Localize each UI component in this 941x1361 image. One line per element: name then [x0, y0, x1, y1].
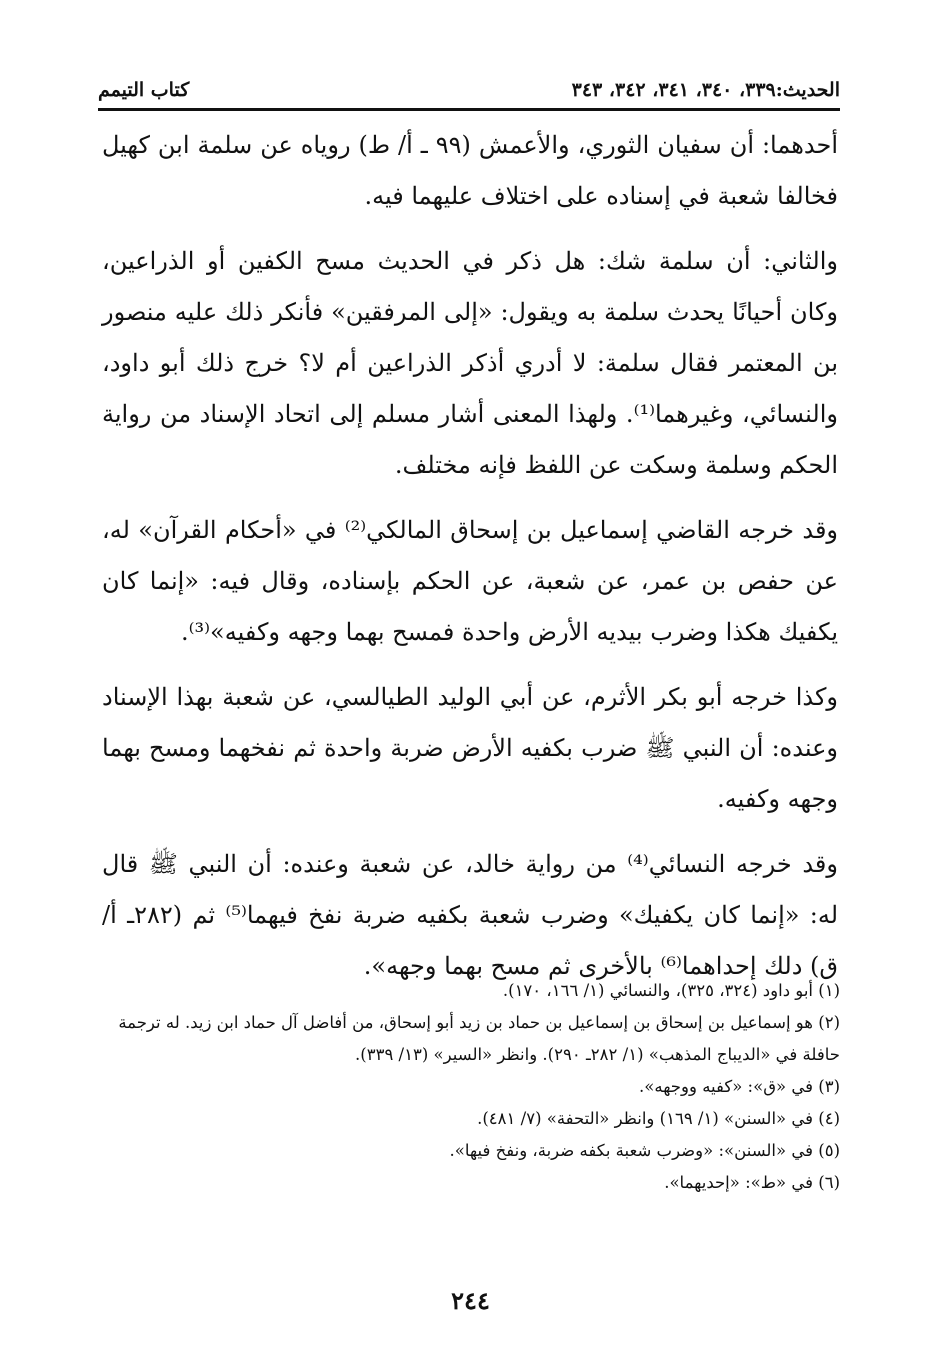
footnote: (٤) في «السنن» (١/ ١٦٩) وانظر «التحفة» (٧/ ٤٨١). — [477, 1109, 840, 1128]
running-header — [98, 72, 840, 111]
footnote: (٥) في «السنن»: «وضرب شعبة بكفه ضربة، ونفخ فيها». — [449, 1141, 840, 1160]
paragraph: وكذا خرجه أبو بكر الأثرم، عن أبي الوليد الطيالسي، عن شعبة بهذا الإسناد وعنده: أن النبي ﷺ ضرب بكفيه الأرض ضربة واحدة ثم نفخهما ومسح بهما وجهه وكفيه. — [102, 683, 838, 813]
paragraph: أحدهما: أن سفيان الثوري، والأعمش (٩٩ ـ أ/ ط) روياه عن سلمة ابن كهيل فخالفا شعبة في إسناده على اختلاف عليهما فيه. — [102, 131, 838, 210]
paragraph: وقد خرجه النسائي⁽⁴⁾ من رواية خالد، عن شعبة وعنده: أن النبي ﷺ قال له: «إنما كان يكفيك» وضرب شعبة بكفيه ضربة نفخ فيهما⁽⁵⁾ ثم (٢٨٢ـ أ/ ق) دلك إحداهما⁽⁶⁾ بالأخرى ثم مسح بهما وجهه». — [102, 850, 838, 980]
main-text — [102, 120, 838, 1006]
footnote: (٣) في «ق»: «كفيه ووجهه». — [639, 1077, 840, 1096]
footnote: (٦) في «ط»: «إحديهما». — [664, 1173, 840, 1192]
footnote: (٢) هو إسماعيل بن إسحاق بن إسماعيل بن حماد بن زيد أبو إسحاق، من أفاضل آل حماد ابن زيد. له ترجمة حافلة في «الديباج المذهب» (١/ ٢٨٢ـ ٢٩٠). وانظر «السير» (١٣/ ٣٣٩). — [118, 1013, 840, 1064]
footnote: (١) أبو داود (٣٢٤، ٣٢٥)، والنسائي (١/ ١٦٦، ١٧٠). — [502, 981, 840, 1000]
page-number: ٢٤٤ — [451, 1286, 490, 1315]
book-title: كتاب التيمم — [98, 79, 190, 101]
paragraph: والثاني: أن سلمة شك: هل ذكر في الحديث مسح الكفين أو الذراعين، وكان أحيانًا يحدث سلمة به ويقول: «إلى المرفقين» فأنكر ذلك عليه منصور بن المعتمر فقال سلمة: لا أدري أذكر الذراعين أم لا؟ خرج ذلك أبو داود، والنسائي، وغيرهما⁽¹⁾. ولهذا المعنى أشار مسلم إلى اتحاد الإسناد من رواية الحكم وسلمة وسكت عن اللفظ فإنه مختلف. — [102, 247, 838, 479]
paragraph: وقد خرجه القاضي إسماعيل بن إسحاق المالكي⁽²⁾ في «أحكام القرآن» له، عن حفص بن عمر، عن شعبة، عن الحكم بإسناده، وقال فيه: «إنما كان يكفيك هكذا وضرب بيديه الأرض واحدة فمسح بهما وجهه وكفيه»⁽³⁾. — [102, 516, 839, 646]
footnotes-section — [100, 975, 840, 1199]
hadith-reference: الحديث:٣٣٩، ٣٤٠، ٣٤١، ٣٤٢، ٣٤٣ — [571, 79, 840, 101]
